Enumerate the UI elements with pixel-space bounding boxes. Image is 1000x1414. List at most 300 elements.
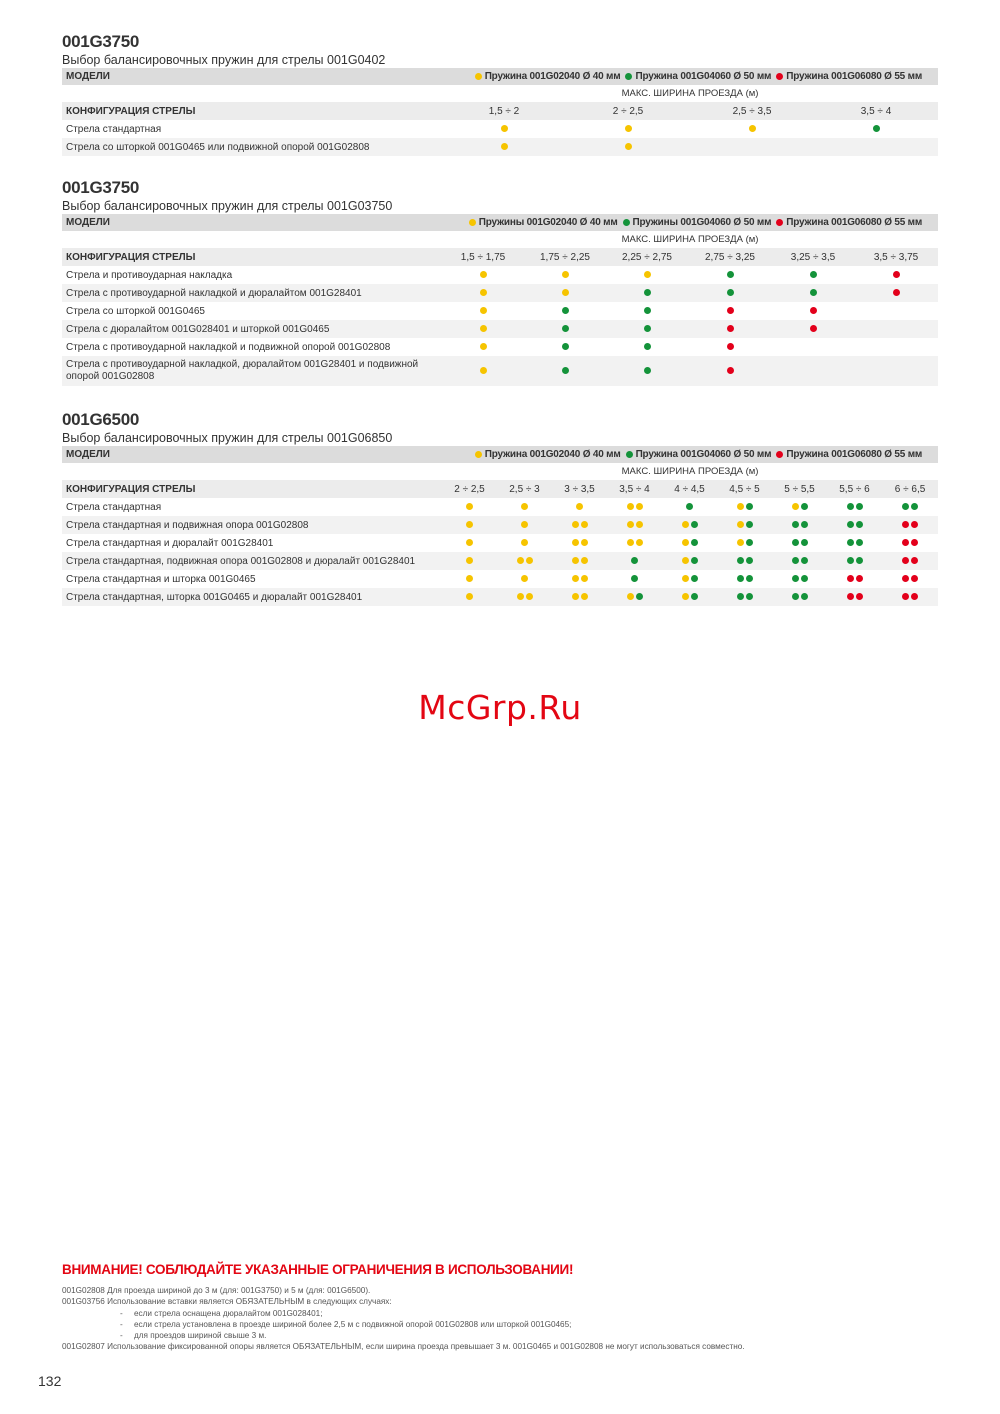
spring-dot-icon [625,143,632,150]
spring-cell [552,588,607,606]
row-label: Стрела с противоударной накладкой, дюралайтом 001G28401 и подвижной опорой 001G02808 [62,356,442,386]
spring-dot-icon [737,539,744,546]
spring-cell [566,120,690,138]
spring-cell [882,516,938,534]
max-width-row [62,85,938,102]
spring-dot-icon [801,521,808,528]
spring-dot-icon [562,289,569,296]
config-row [62,102,938,120]
legend-label: Пружина 001G02040 Ø 40 мм [484,71,621,82]
spring-cell [717,516,772,534]
spring-dot-icon [810,307,817,314]
legend-dot-icon [475,451,482,458]
spacer-cell [62,463,442,480]
spring-dot-icon [644,343,651,350]
spring-cell [772,552,827,570]
spring-dot-icon [576,503,583,510]
legend-dot-icon [626,451,633,458]
spring-dot-icon [801,539,808,546]
max-width-label: МАКС. ШИРИНА ПРОЕЗДА (м) [621,88,759,99]
spring-cell [772,498,827,516]
spring-cell [662,552,717,570]
table-body [62,446,938,606]
spring-dot-icon [856,503,863,510]
spring-dot-icon [911,521,918,528]
legend-dot-icon [776,73,783,80]
spring-dot-icon [746,521,753,528]
note-bullet: - для проездов шириной свыше 3 м. [120,1331,267,1341]
section-3 [62,410,938,606]
spring-dot-icon [572,539,579,546]
spring-cell [552,498,607,516]
spring-cell [717,552,772,570]
spring-cell [497,588,552,606]
spring-dot-icon [792,575,799,582]
spring-cell [688,320,772,338]
legend [442,214,938,231]
spring-dot-icon [562,271,569,278]
watermark: McGrp.Ru [418,688,582,727]
spring-cell [607,570,662,588]
config-label: КОНФИГУРАЦИЯ СТРЕЛЫ [62,102,442,120]
spring-cell [607,516,662,534]
row-label: Стрела стандартная [66,123,162,135]
spring-dot-icon [911,539,918,546]
spring-cell [772,302,854,320]
table-row [62,302,938,320]
models-label: МОДЕЛИ [62,68,442,85]
spring-dot-icon [691,575,698,582]
spring-dot-icon [581,593,588,600]
row-label: Стрела стандартная [66,501,162,513]
spring-table [62,68,938,156]
row-label: Стрела стандартная, шторка 001G0465 и дюралайт 001G28401 [62,588,442,606]
section-1 [62,32,938,156]
spring-dot-icon [746,503,753,510]
spring-dot-icon [873,125,880,132]
spring-dot-icon [644,307,651,314]
spring-dot-icon [480,325,487,332]
range-header: 1,75 ÷ 2,25 [524,248,606,266]
spring-dot-icon [847,557,854,564]
spring-cell [607,552,662,570]
config-row [62,248,938,266]
section-subtitle: Выбор балансировочных пружин для стрелы 001G06850 [62,431,393,445]
spring-cell [607,588,662,606]
table-row [62,588,938,606]
spring-cell [772,516,827,534]
range-header: 1,5 ÷ 2 [442,102,566,120]
spring-dot-icon [792,539,799,546]
spring-cell [827,516,882,534]
legend-dot-icon [776,451,783,458]
spring-dot-icon [517,557,524,564]
spring-dot-icon [847,539,854,546]
table-row [62,534,938,552]
page-number: 132 [38,1373,62,1389]
spring-dot-icon [644,271,651,278]
spring-dot-icon [562,367,569,374]
spring-dot-icon [737,557,744,564]
spring-dot-icon [466,575,473,582]
legend-item [775,449,922,460]
config-label: КОНФИГУРАЦИЯ СТРЕЛЫ [62,480,442,498]
spring-cell [717,588,772,606]
spring-cell [882,552,938,570]
spring-cell [827,552,882,570]
legend-item [624,71,771,82]
spring-dot-icon [902,575,909,582]
max-width-label: МАКС. ШИРИНА ПРОЕЗДА (м) [621,234,759,245]
spring-dot-icon [644,325,651,332]
spring-dot-icon [893,271,900,278]
spring-dot-icon [562,307,569,314]
spring-cell [552,534,607,552]
spring-dot-icon [466,521,473,528]
spring-dot-icon [572,557,579,564]
spring-dot-icon [466,593,473,600]
spring-dot-icon [521,539,528,546]
spring-cell [688,356,772,386]
spring-cell [552,516,607,534]
spring-dot-icon [526,557,533,564]
note-bullet: - если стрела оснащена дюралайтом 001G028401; [120,1308,323,1318]
spring-dot-icon [517,593,524,600]
spring-cell [497,552,552,570]
row-label: Стрела стандартная, подвижная опора 001G02808 и дюралайт 001G28401 [62,552,442,570]
max-width-label: МАКС. ШИРИНА ПРОЕЗДА (м) [621,466,759,477]
spring-dot-icon [856,521,863,528]
legend-item [474,449,621,460]
spring-dot-icon [893,289,900,296]
note-line: 001G03756 Использование вставки является ОБЯЗАТЕЛЬНЫМ в следующих случаях: [62,1297,392,1307]
spring-dot-icon [801,503,808,510]
spring-dot-icon [480,271,487,278]
spring-dot-icon [572,575,579,582]
table-body [62,68,938,156]
spring-cell [607,498,662,516]
spring-dot-icon [521,521,528,528]
spring-cell [524,284,606,302]
spring-dot-icon [581,539,588,546]
row-label: Стрела с противоударной накладкой и подвижной опорой 001G02808 [66,341,391,353]
spring-dot-icon [644,367,651,374]
spring-dot-icon [644,289,651,296]
spring-dot-icon [737,503,744,510]
spring-cell [662,516,717,534]
spring-dot-icon [847,593,854,600]
spring-dot-icon [911,503,918,510]
models-row [62,214,938,231]
spring-dot-icon [746,575,753,582]
spring-dot-icon [581,521,588,528]
models-label: МОДЕЛИ [62,446,442,463]
spring-cell [882,498,938,516]
spring-cell [497,516,552,534]
notes [62,1285,938,1353]
table-row [62,356,938,386]
spring-cell [606,338,688,356]
spring-dot-icon [636,539,643,546]
spring-cell [606,356,688,386]
config-label: КОНФИГУРАЦИЯ СТРЕЛЫ [62,248,442,266]
spring-cell [607,534,662,552]
spring-cell [524,338,606,356]
spring-cell [827,570,882,588]
spring-cell [606,302,688,320]
spring-dot-icon [501,143,508,150]
spring-dot-icon [801,593,808,600]
spring-dot-icon [627,521,634,528]
models-row [62,446,938,463]
section-subtitle: Выбор балансировочных пружин для стрелы 001G0402 [62,53,386,67]
legend-item [775,217,922,228]
legend-item [625,449,772,460]
range-header: 5,5 ÷ 6 [827,480,882,498]
spring-cell [524,320,606,338]
spring-cell [552,552,607,570]
row-label: Стрела со шторкой 001G0465 [66,305,205,317]
spring-dot-icon [847,521,854,528]
legend-label: Пружина 001G04060 Ø 50 мм [635,449,772,460]
spring-cell [442,570,497,588]
spring-dot-icon [911,557,918,564]
legend [442,68,938,85]
range-header: 4 ÷ 4,5 [662,480,717,498]
spring-dot-icon [682,593,689,600]
spring-dot-icon [902,593,909,600]
range-header: 2,25 ÷ 2,75 [606,248,688,266]
legend-label: Пружины 001G04060 Ø 50 мм [632,217,772,228]
spring-cell [442,266,524,284]
spring-dot-icon [581,575,588,582]
table-row [62,120,938,138]
spring-cell [442,516,497,534]
range-header: 2,75 ÷ 3,25 [688,248,772,266]
spring-cell [772,284,854,302]
spring-dot-icon [727,325,734,332]
spring-cell [442,120,566,138]
spring-dot-icon [682,521,689,528]
spring-dot-icon [480,343,487,350]
spring-dot-icon [847,503,854,510]
spring-cell [717,534,772,552]
legend-label: Пружина 001G06080 Ø 55 мм [786,71,923,82]
spring-cell [442,498,497,516]
spring-dot-icon [572,521,579,528]
spring-cell [688,284,772,302]
spring-dot-icon [911,593,918,600]
spring-dot-icon [810,271,817,278]
spring-cell [442,138,566,156]
row-label: Стрела стандартная и шторка 001G0465 [66,573,256,585]
range-header: 5 ÷ 5,5 [772,480,827,498]
spring-dot-icon [727,271,734,278]
spring-cell [882,570,938,588]
spring-dot-icon [631,557,638,564]
spring-cell [772,320,854,338]
spring-dot-icon [466,503,473,510]
spring-dot-icon [727,289,734,296]
spring-dot-icon [572,593,579,600]
range-header: 4,5 ÷ 5 [717,480,772,498]
spring-cell [772,534,827,552]
legend-item [468,217,618,228]
spacer-cell [62,231,442,248]
spring-cell [827,498,882,516]
row-label: Стрела и противоударная накладка [66,269,233,281]
spring-cell [606,266,688,284]
table-row [62,320,938,338]
spring-dot-icon [501,125,508,132]
spring-dot-icon [631,575,638,582]
row-label: Стрела с противоударной накладкой и дюралайтом 001G28401 [62,284,442,302]
legend-label: Пружина 001G06080 Ø 55 мм [786,217,923,228]
models-row [62,68,938,85]
spring-dot-icon [682,575,689,582]
spring-cell [854,356,938,386]
spring-dot-icon [856,539,863,546]
section-subtitle: Выбор балансировочных пружин для стрелы 001G03750 [62,199,393,213]
spacer-cell [62,85,442,102]
table-row [62,284,938,302]
spring-cell [854,338,938,356]
legend-dot-icon [623,219,630,226]
spring-cell [717,498,772,516]
spring-dot-icon [625,125,632,132]
spring-cell [814,138,938,156]
spring-table [62,446,938,606]
note-bullet: - если стрела установлена в проезде шириной более 2,5 м с подвижной опорой 001G02808 или шторкой 001G0465; [120,1319,572,1329]
spring-dot-icon [521,503,528,510]
spring-cell [772,570,827,588]
table-row [62,552,938,570]
spring-cell [854,302,938,320]
table-body [62,214,938,386]
row-label: Стрела со шторкой 001G0465 или подвижной опорой 001G02808 [62,138,442,156]
spring-dot-icon [856,575,863,582]
range-header: 2,5 ÷ 3,5 [690,102,814,120]
range-header: 2,5 ÷ 3 [497,480,552,498]
legend-dot-icon [625,73,632,80]
spring-dot-icon [727,343,734,350]
spring-cell [814,120,938,138]
spring-dot-icon [801,557,808,564]
spring-cell [442,534,497,552]
spring-cell [854,284,938,302]
spring-dot-icon [466,539,473,546]
spring-table [62,214,938,386]
spring-cell [662,498,717,516]
spring-dot-icon [636,503,643,510]
spring-cell [662,588,717,606]
spring-cell [552,570,607,588]
legend-label: Пружина 001G02040 Ø 40 мм [484,449,621,460]
section-2 [62,178,938,386]
warning-heading: ВНИМАНИЕ! СОБЛЮДАЙТЕ УКАЗАННЫЕ ОГРАНИЧЕНИЯ В ИСПОЛЬЗОВАНИИ! [62,1262,574,1277]
spring-cell [772,588,827,606]
spring-dot-icon [636,521,643,528]
spring-dot-icon [686,503,693,510]
spring-cell [717,570,772,588]
spring-dot-icon [682,539,689,546]
spring-cell [566,138,690,156]
spring-dot-icon [466,557,473,564]
spring-dot-icon [691,593,698,600]
spring-dot-icon [562,325,569,332]
spring-cell [442,356,524,386]
spring-dot-icon [792,521,799,528]
spring-dot-icon [480,307,487,314]
table-row [62,338,938,356]
legend-label: Пружины 001G02040 Ø 40 мм [478,217,618,228]
spring-cell [854,320,938,338]
spring-cell [497,534,552,552]
spring-dot-icon [627,539,634,546]
note-line: 001G02807 Использование фиксированной опоры является ОБЯЗАТЕЛЬНЫМ, если ширина проезда превышает 3 м. 001G0465 и 001G02808 не могут использоваться совместно. [62,1342,745,1352]
spring-dot-icon [902,503,909,510]
spring-cell [442,552,497,570]
spring-cell [497,570,552,588]
range-header: 2 ÷ 2,5 [442,480,497,498]
spring-dot-icon [682,557,689,564]
spring-dot-icon [792,557,799,564]
legend-label: Пружина 001G04060 Ø 50 мм [635,71,772,82]
legend-item [775,71,922,82]
row-label: Стрела стандартная и подвижная опора 001G02808 [62,516,442,534]
spring-dot-icon [749,125,756,132]
spring-dot-icon [847,575,854,582]
spring-dot-icon [810,289,817,296]
spring-dot-icon [746,557,753,564]
range-header: 6 ÷ 6,5 [882,480,938,498]
spring-cell [662,570,717,588]
note-line: 001G02808 Для проезда шириной до 3 м (для: 001G3750) и 5 м (для: 001G6500). [62,1286,371,1295]
spring-dot-icon [902,539,909,546]
spring-cell [688,266,772,284]
spring-dot-icon [691,521,698,528]
legend-dot-icon [469,219,476,226]
spring-cell [524,356,606,386]
spring-dot-icon [727,307,734,314]
spring-cell [690,138,814,156]
spring-cell [442,320,524,338]
spring-dot-icon [636,593,643,600]
spring-cell [442,338,524,356]
legend-dot-icon [475,73,482,80]
spring-dot-icon [521,575,528,582]
row-label: Стрела с дюралайтом 001G028401 и шторкой 001G0465 [62,320,442,338]
max-width-row [62,463,938,480]
spring-cell [662,534,717,552]
max-width-row [62,231,938,248]
section-title: 001G6500 [62,410,140,429]
spring-cell [690,120,814,138]
spring-cell [524,302,606,320]
range-header: 3,5 ÷ 3,75 [854,248,938,266]
spring-dot-icon [526,593,533,600]
spring-cell [442,588,497,606]
spring-cell [442,284,524,302]
spring-dot-icon [810,325,817,332]
range-header: 3,5 ÷ 4 [814,102,938,120]
spring-dot-icon [691,557,698,564]
spring-dot-icon [902,521,909,528]
spring-cell [827,534,882,552]
table-row [62,516,938,534]
row-label: Стрела стандартная и дюралайт 001G28401 [66,537,274,549]
spring-dot-icon [801,575,808,582]
